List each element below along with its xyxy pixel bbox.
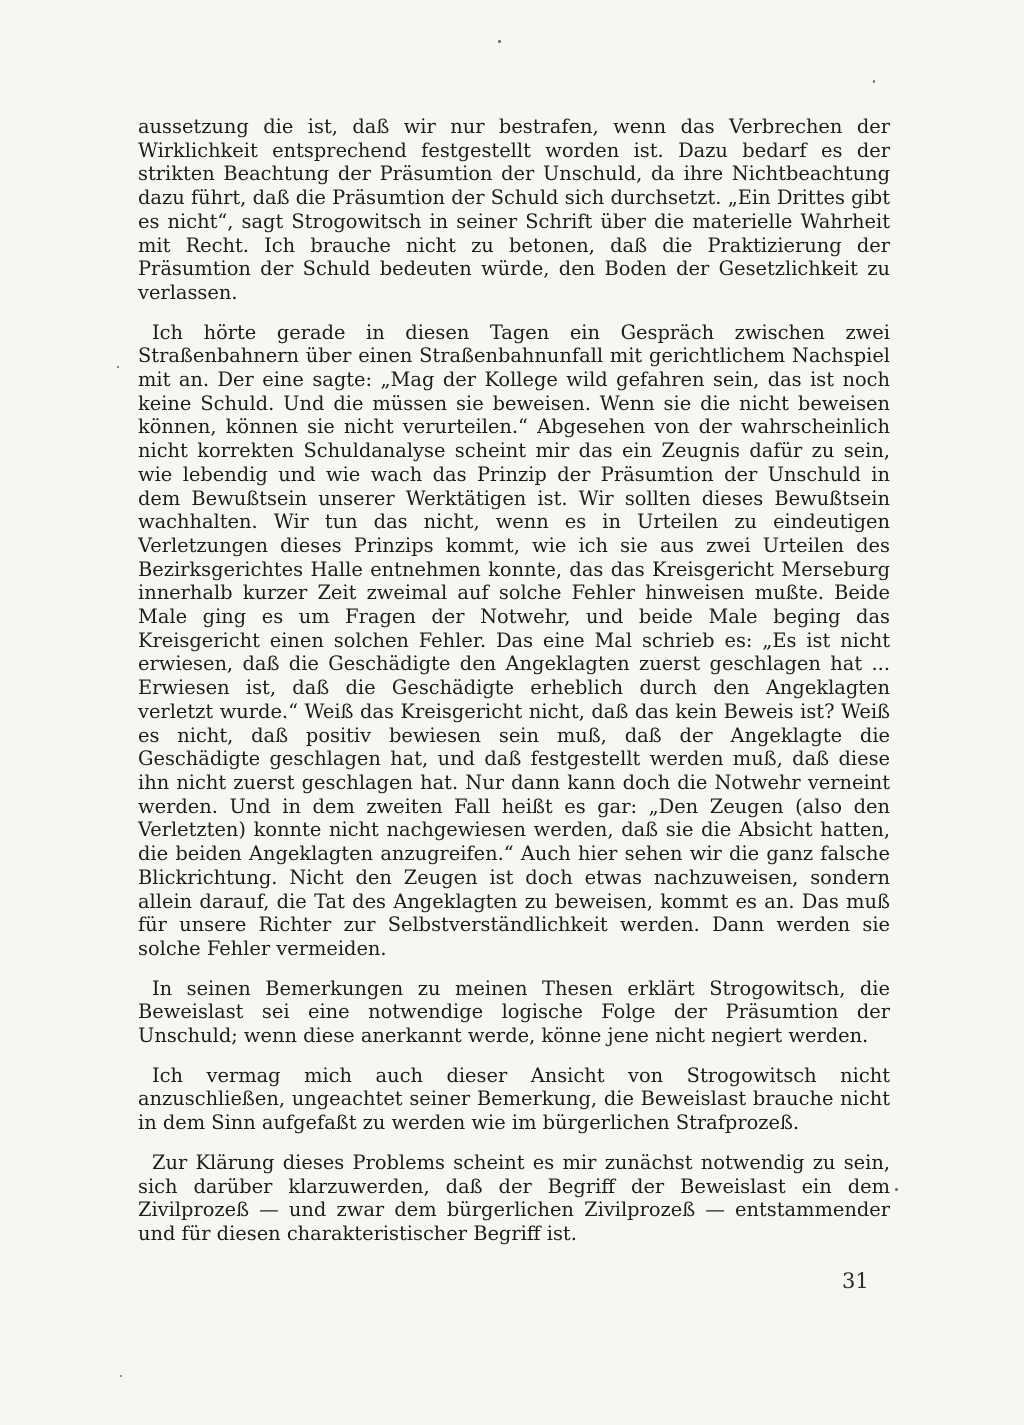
- paragraph-3: In seinen Bemerkungen zu meinen Thesen erklärt Strogowitsch, die Beweislast sei eine notwendige logische Folge der Präsumtion der Unschuld; wenn diese anerkannt werde, könne jene nicht negiert werden.: [138, 976, 890, 1048]
- paper-speck: [117, 366, 119, 368]
- paragraph-4: Ich vermag mich auch dieser Ansicht von Strogowitsch nicht anzuschließen, ungeachtet seiner Bemerkung, die Beweislast brauche nicht in dem Sinn aufgefaßt zu werden wie im bürgerlichen Strafprozeß.: [138, 1063, 890, 1135]
- paper-speck: [120, 1375, 122, 1377]
- paragraph-1: aussetzung die ist, daß wir nur bestrafen, wenn das Verbrechen der Wirklichkeit entsprechend festgestellt worden ist. Dazu bedarf es der strikten Beachtung der Präsumtion der Unschuld, da ihre Nichtbeachtung dazu führt, daß die Präsumtion der Schuld sich durchsetzt. „Ein Drittes gibt es nicht“, sagt Strogowitsch in seiner Schrift über die materielle Wahrheit mit Recht. Ich brauche nicht zu betonen, daß die Praktizierung der Präsumtion der Schuld bedeuten würde, den Boden der Gesetzlichkeit zu verlassen.: [138, 115, 890, 304]
- page-number: 31: [842, 1269, 869, 1293]
- paper-speck: [873, 80, 875, 83]
- paper-speck: [895, 1188, 898, 1191]
- paragraph-2: Ich hörte gerade in diesen Tagen ein Gespräch zwischen zwei Straßenbahnern über einen Straßenbahnunfall mit gerichtlichem Nachspiel mit an. Der eine sagte: „Mag der Kollege wild gefahren sein, das ist noch keine Schuld. Und die müssen sie beweisen. Wenn sie die nicht beweisen können, können sie nicht verurteilen.“ Abgesehen von der wahrscheinlich nicht korrekten Schuldanalyse scheint mir das ein Zeugnis dafür zu sein, wie lebendig und wie wach das Prinzip der Präsumtion der Unschuld in dem Bewußtsein unserer Werktätigen ist. Wir sollten dieses Bewußtsein wachhalten. Wir tun das nicht, wenn es in Urteilen zu eindeutigen Verletzungen dieses Prinzips kommt, wie ich sie aus zwei Urteilen des Bezirksgerichtes Halle entnehmen konnte, das das Kreisgericht Merseburg innerhalb kurzer Zeit zweimal auf solche Fehler hinweisen mußte. Beide Male ging es um Fragen der Notwehr, und beide Male beging das Kreisgericht einen solchen Fehler. Das eine Mal schrieb es: „Es ist nicht erwiesen, daß die Geschädigte den Angeklagten zuerst geschlagen hat ... Erwiesen ist, daß die Geschädigte erheblich durch den Angeklagten verletzt wurde.“ Weiß das Kreisgericht nicht, daß das kein Beweis ist? Weiß es nicht, daß positiv bewiesen sein muß, daß der Angeklagte die Geschädigte geschlagen hat, und daß festgestellt werden muß, daß diese ihn nicht zuerst geschlagen hat. Nur dann kann doch die Notwehr verneint werden. Und in dem zweiten Fall heißt es gar: „Den Zeugen (also den Verletzten) konnte nicht nachgewiesen werden, daß sie die Absicht hatten, die beiden Angeklagten anzugreifen.“ Auch hier sehen wir die ganz falsche Blickrichtung. Nicht den Zeugen ist doch etwas nachzuweisen, sondern allein darauf, die Tat des Angeklagten zu beweisen, kommt es an. Das muß für unsere Richter zur Selbstverständlichkeit werden. Dann werden sie solche Fehler vermeiden.: [138, 320, 890, 960]
- paragraph-5: Zur Klärung dieses Problems scheint es mir zunächst notwendig zu sein, sich darüber klarzuwerden, daß der Begriff der Beweislast ein dem Zivilprozeß — und zwar dem bürgerlichen Zivilprozeß — entstammender und für diesen charakteristischer Begriff ist.: [138, 1150, 890, 1245]
- paper-speck: [498, 40, 501, 43]
- body-text: [138, 115, 890, 1246]
